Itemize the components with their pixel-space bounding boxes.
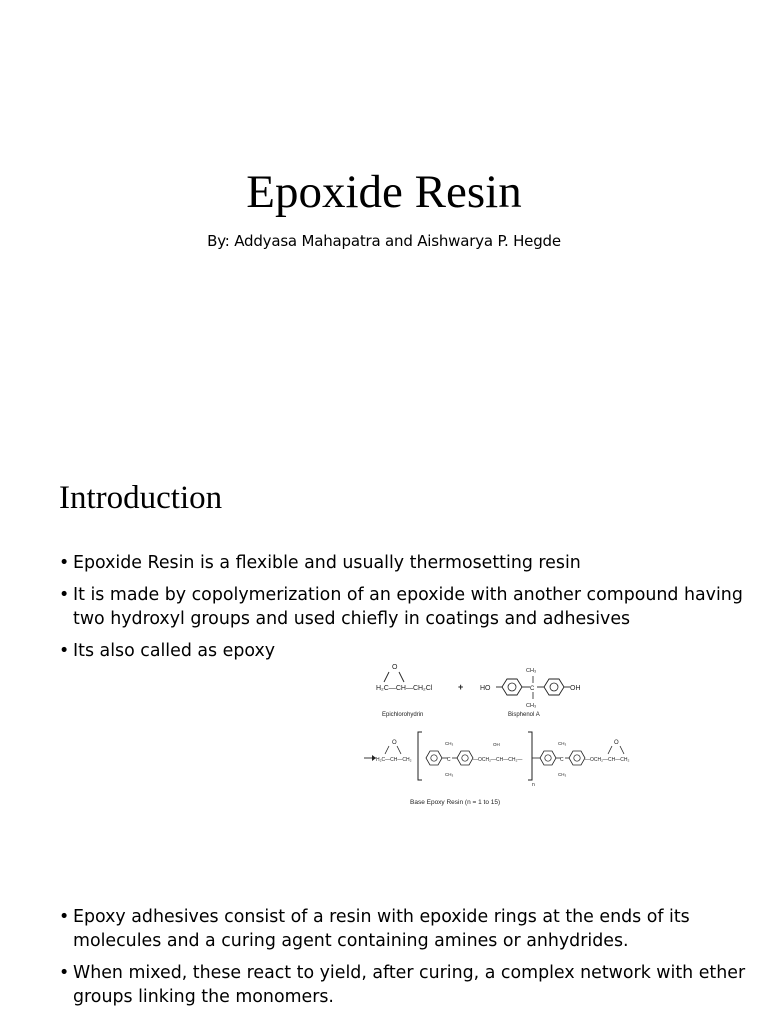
epichlorohydrin-formula: H₂C—CH—CH₂Cl xyxy=(376,685,433,692)
methyl-bottom: CH₃ xyxy=(526,703,537,709)
end-linkage: —OCH₂—CH—CH₂ xyxy=(585,757,630,763)
bullet-list-bottom xyxy=(59,905,749,1017)
bullet-item: • Epoxide Resin is a flexible and usually thermosetting resin xyxy=(59,551,749,575)
end-epoxide-oxygen-right: O xyxy=(614,740,619,746)
methyl-top: CH₃ xyxy=(526,668,537,674)
slide-subtitle: By: Addyasa Mahapatra and Aishwarya P. Hegde xyxy=(207,232,561,250)
repeat-hydroxyl: OH xyxy=(493,742,500,747)
bullet-item: • It is made by copolymerization of an epoxide with another compound having two hydroxyl groups and used chiefly in coatings and adhesives xyxy=(59,583,749,631)
repeat-linkage: —OCH₂—CH—CH₂— xyxy=(473,757,523,763)
bisphenol-a-label: Bisphenol A xyxy=(508,712,540,718)
bullet-item: • Its also called as epoxy xyxy=(59,639,749,663)
slide-heading: Introduction xyxy=(59,480,223,516)
bullet-item: • Epoxy adhesives consist of a resin with epoxide rings at the ends of its molecules and a curing agent containing amines or anhydrides. xyxy=(59,905,749,953)
introduction-slide xyxy=(0,432,768,1024)
reaction-diagram xyxy=(362,654,634,822)
end-methyl-top: CH₃ xyxy=(558,741,567,746)
repeat-count: n xyxy=(532,782,535,788)
base-epoxy-resin-structure xyxy=(364,732,629,806)
chain-left: H₂C—CH—CH₂ xyxy=(376,757,412,763)
end-methyl-bottom: CH₃ xyxy=(558,772,567,777)
title-slide xyxy=(0,0,768,432)
repeat-carbon: C xyxy=(447,757,451,763)
epoxy-reaction-figure xyxy=(362,654,634,822)
epichlorohydrin-structure xyxy=(376,664,433,718)
hydroxyl-left: HO xyxy=(480,685,491,692)
bullet-item: • When mixed, these react to yield, after curing, a complex network with ether groups linking the monomers. xyxy=(59,961,749,1009)
plus-sign: + xyxy=(458,682,464,692)
end-epoxide-oxygen: O xyxy=(392,740,397,746)
bullet-list-top xyxy=(59,551,749,671)
repeat-methyl-bottom: CH₃ xyxy=(445,772,454,777)
epoxide-oxygen-label: O xyxy=(392,664,398,671)
slide-title: Epoxide Resin xyxy=(246,166,522,218)
epichlorohydrin-label: Epichlorohydrin xyxy=(382,712,424,718)
repeat-methyl-top: CH₃ xyxy=(445,741,454,746)
figure-caption: Base Epoxy Resin (n = 1 to 15) xyxy=(410,799,501,806)
hydroxyl-right: OH xyxy=(570,685,581,692)
quaternary-carbon: C xyxy=(530,686,535,692)
end-carbon: C xyxy=(560,757,564,763)
bisphenol-a-structure xyxy=(480,668,581,718)
